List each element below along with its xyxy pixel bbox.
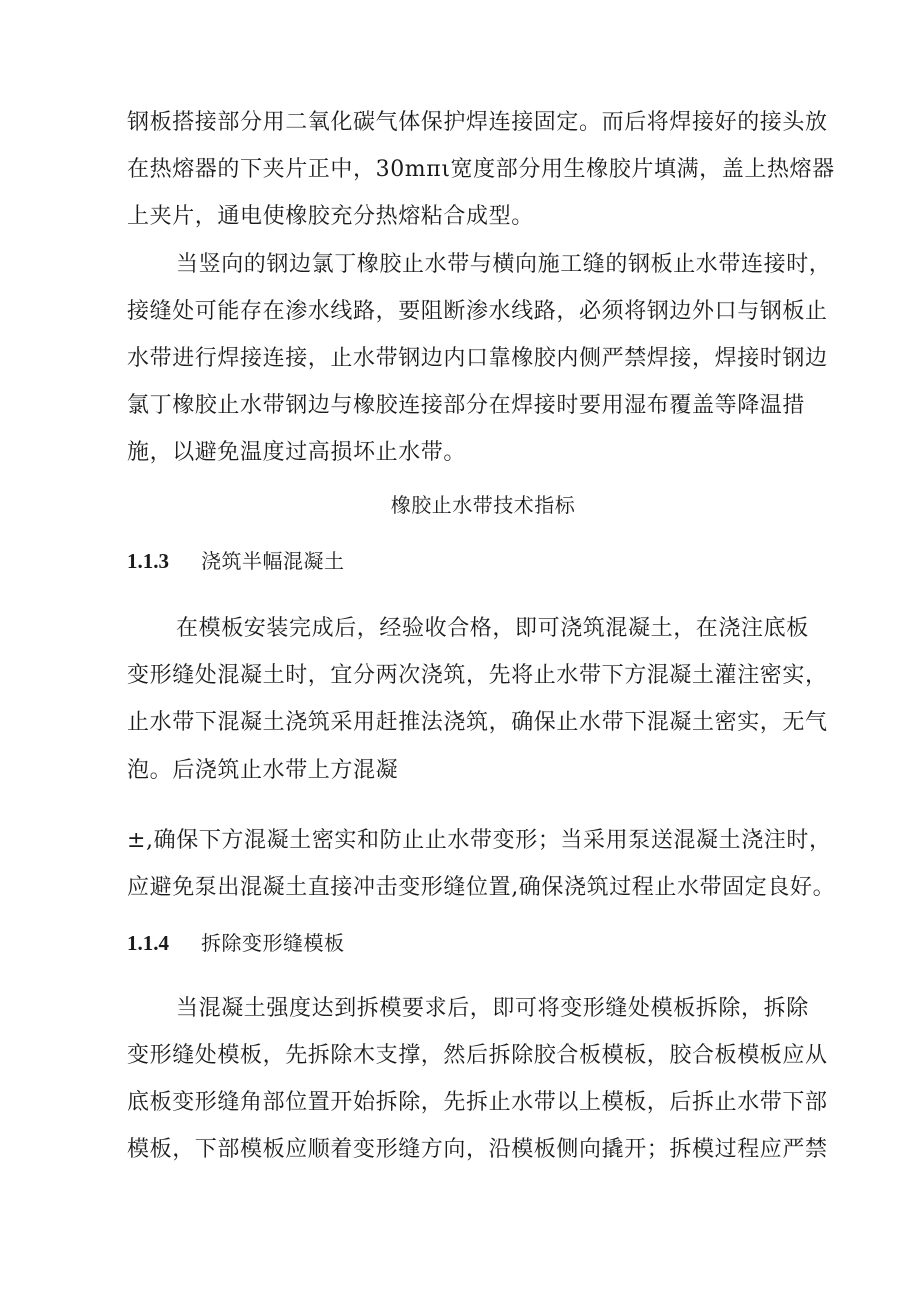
paragraph-2-line-5: 施，以避免温度过高损坏止水带。 (127, 440, 467, 465)
paragraph-1-line-1: 钢板搭接部分用二氧化碳气体保护焊连接固定。而后将焊接好的接头放 (127, 110, 828, 135)
paragraph-3-line-2: 变形缝处混凝土时，宜分两次浇筑，先将止水带下方混凝土灌注密实， (127, 663, 828, 688)
paragraph-5-line-4: 模板，下部模板应顺着变形缝方向，沿模板侧向撬开；拆模过程应严禁 (127, 1137, 828, 1162)
paragraph-4-line-2: 应避免泵出混凝土直接冲击变形缝位置,确保浇筑过程止水带固定良好。 (127, 875, 836, 900)
section-heading-1-1-4 (127, 928, 345, 958)
paragraph-2-line-1: 当竖向的钢边氯丁橡胶止水带与横向施工缝的钢板止水带连接时， (176, 252, 832, 277)
paragraph-5-line-1: 当混凝土强度达到拆模要求后，即可将变形缝处模板拆除，拆除 (176, 996, 809, 1021)
section-title: 拆除变形缝模板 (201, 931, 345, 955)
paragraph-1-line-2: 在热熔器的下夹片正中，30mπι宽度部分用生橡胶片填满，盖上热熔器 (127, 157, 835, 182)
paragraph-5-line-3: 底板变形缝角部位置开始拆除，先拆止水带以上模板，后拆止水带下部 (127, 1090, 828, 1115)
section-title: 浇筑半幅混凝土 (201, 549, 345, 573)
paragraph-3-line-1: 在模板安装完成后，经验收合格，即可浇筑混凝土，在浇注底板 (176, 616, 809, 641)
section-heading-1-1-3 (127, 546, 345, 576)
paragraph-5-line-2: 变形缝处模板，先拆除木支撑，然后拆除胶合板模板，胶合板模板应从 (127, 1043, 828, 1068)
table-caption: 橡胶止水带技术指标 (390, 493, 576, 517)
paragraph-2-line-2: 接缝处可能存在渗水线路，要阻断渗水线路，必须将钢边外口与钢板止 (127, 299, 828, 324)
section-number: 1.1.4 (127, 931, 169, 955)
paragraph-3-line-4: 泡。后浇筑止水带上方混凝 (127, 758, 399, 783)
paragraph-3-line-3: 止水带下混凝土浇筑采用赶推法浇筑，确保止水带下混凝土密实，无气 (127, 710, 828, 735)
paragraph-4-line-1: ±,确保下方混凝土密实和防止止水带变形；当采用泵送混凝土浇注时， (127, 828, 832, 853)
paragraph-2-line-4: 氯丁橡胶止水带钢边与橡胶连接部分在焊接时要用湿布覆盖等降温措 (127, 393, 806, 418)
paragraph-2-line-3: 水带进行焊接连接，止水带钢边内口靠橡胶内侧严禁焊接，焊接时钢边 (127, 346, 828, 371)
section-number: 1.1.3 (127, 549, 169, 573)
paragraph-1-line-3: 上夹片，通电使橡胶充分热熔粘合成型。 (127, 204, 534, 229)
